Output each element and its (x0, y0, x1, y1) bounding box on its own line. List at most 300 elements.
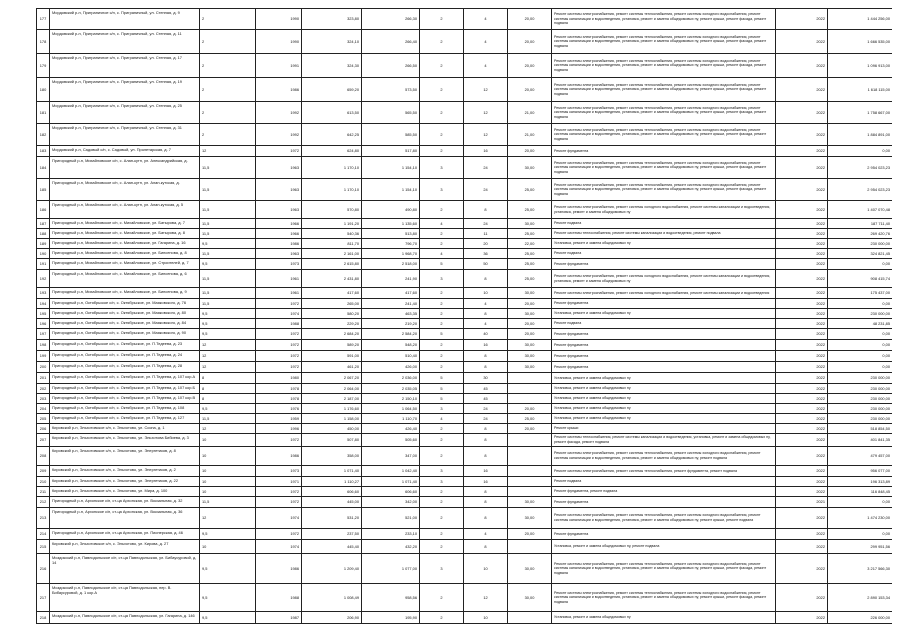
address-cell: Мордовский р-н, Приграничное с/п, с. Приграничный, ул. Степная, д. 25 (50, 102, 200, 124)
cost-cell: 1 444 256,00 (828, 9, 893, 30)
table-row (37, 299, 893, 309)
address-cell: Мордовский р-н, Приграничное с/п, с. Приграничный, ул. Степная, д. 19 (50, 78, 200, 102)
group-cell: 10 (200, 466, 256, 477)
residents-cell: 20,00 (508, 299, 552, 309)
cost-cell: 1 407 070,48 (828, 201, 893, 219)
residents-cell (508, 466, 552, 477)
floors-cell: 2 (420, 54, 464, 78)
plan-year-cell: 2022 (776, 179, 828, 201)
address-cell: Кировский р-н, Эльхотовское с/п, с. Эльхотово, ул. Энергетиков, д. 2 (50, 466, 200, 477)
total-area-cell: 1 110,27 (302, 477, 362, 487)
cost-cell: 48 231,85 (828, 319, 893, 329)
living-area-cell: 241,90 (362, 270, 420, 288)
cost-cell: 0,00 (828, 146, 893, 157)
repair-works-cell: Ремонт фундамента (552, 146, 776, 157)
plan-year-cell: 2022 (776, 124, 828, 146)
floors-cell: 5 (420, 259, 464, 270)
plan-year-cell: 2022 (776, 612, 828, 624)
living-area-cell: 1 110,70 (362, 414, 420, 424)
living-area-cell: 1 071,40 (362, 477, 420, 487)
table-row (37, 157, 893, 179)
row-number: 211 (37, 487, 50, 497)
apartments-cell: 8 (464, 351, 508, 362)
group-cell: 2 (200, 124, 256, 146)
total-area-cell: 1 170,10 (302, 179, 362, 201)
address-cell: Моздокский р-н, Павлодольское с/п, ст-ца Павлодольская, ул. Гагарина, д. 146 (50, 612, 200, 624)
cost-cell: 0,00 (828, 340, 893, 351)
cost-cell: 518 854,50 (828, 424, 893, 434)
repair-works-cell: Ремонт системы электроснабжения, ремонт системы теплоснабжения, ремонт системы холодного водоснабжения, ремонт системы канализации и водоотведения, установка, ремонт и замена общедомовых пу, ремонт крыши, ремонт фасада, ремонт подвала (552, 554, 776, 584)
cost-cell: 299 951,56 (828, 540, 893, 554)
year-built-cell: 1972 (256, 329, 302, 340)
group-cell: 11,5 (200, 414, 256, 424)
table-row (37, 508, 893, 529)
floors-cell: 4 (420, 219, 464, 229)
table-row (37, 404, 893, 414)
plan-year-cell: 2022 (776, 384, 828, 394)
year-built-cell: 1973 (256, 259, 302, 270)
living-area-cell: 1 042,40 (362, 466, 420, 477)
total-area-cell: 613,50 (302, 102, 362, 124)
row-number: 200 (37, 362, 50, 373)
address-cell: Пригородный р-н, Михайловское с/п, с. Михайловское, ул. Гагарина, д. 16 (50, 239, 200, 249)
plan-year-cell: 2022 (776, 508, 828, 529)
row-number: 185 (37, 179, 50, 201)
address-cell: Пригородный р-н, Михайловское с/п, с. Михайловское, ул. Батырова, д. 7 (50, 219, 200, 229)
table-row (37, 146, 893, 157)
floors-cell: 2 (420, 102, 464, 124)
residents-cell: 20,00 (508, 30, 552, 54)
apartments-cell: 12 (464, 78, 508, 102)
floors-cell: 2 (420, 201, 464, 219)
cost-cell: 116 848,45 (828, 487, 893, 497)
group-cell: 12 (200, 340, 256, 351)
group-cell: 8 (200, 384, 256, 394)
total-area-cell: 589,20 (302, 340, 362, 351)
living-area-cell: 342,00 (362, 497, 420, 508)
apartments-cell: 16 (464, 477, 508, 487)
residents-cell (508, 612, 552, 624)
year-built-cell: 1973 (256, 466, 302, 477)
group-cell: 12 (200, 508, 256, 529)
residents-cell: 20,00 (508, 146, 552, 157)
residents-cell: 30,00 (508, 288, 552, 299)
living-area-cell: 510,40 (362, 351, 420, 362)
row-number: 195 (37, 309, 50, 319)
living-area-cell: 266,50 (362, 54, 420, 78)
plan-year-cell: 2022 (776, 554, 828, 584)
row-number: 218 (37, 612, 50, 624)
residents-cell: 20,00 (508, 424, 552, 434)
repair-works-cell: Ремонт фундамента (552, 529, 776, 540)
repair-works-cell: Установка, ремонт и замена общедомовых пу (552, 404, 776, 414)
row-number: 203 (37, 394, 50, 404)
cost-cell: 956 077,00 (828, 466, 893, 477)
address-cell: Пригородный р-н, Октябрьское с/п, с. Октябрьское, ул. П.Тедеева, д. 107 кор.А (50, 373, 200, 384)
plan-year-cell: 2022 (776, 529, 828, 540)
table-row (37, 229, 893, 239)
residents-cell: 20,00 (508, 529, 552, 540)
apartments-cell: 36 (464, 249, 508, 259)
repair-works-cell: Установка, ремонт и замена общедомовых пу (552, 239, 776, 249)
residents-cell: 30,00 (508, 219, 552, 229)
floors-cell: 3 (420, 404, 464, 414)
group-cell: 10 (200, 487, 256, 497)
total-area-cell: 1 209,40 (302, 554, 362, 584)
table-row (37, 447, 893, 466)
floors-cell: 2 (420, 424, 464, 434)
floors-cell: 2 (420, 540, 464, 554)
row-number: 192 (37, 270, 50, 288)
living-area-cell: 565,50 (362, 102, 420, 124)
living-area-cell: 195,90 (362, 612, 420, 624)
living-area-cell: 266,30 (362, 9, 420, 30)
cost-cell: 0,00 (828, 329, 893, 340)
plan-year-cell: 2022 (776, 584, 828, 612)
plan-year-cell: 2022 (776, 54, 828, 78)
living-area-cell: 2 584,20 (362, 329, 420, 340)
plan-year-cell: 2022 (776, 201, 828, 219)
cost-cell: 479 457,00 (828, 447, 893, 466)
repair-works-cell: Ремонт системы электроснабжения, ремонт системы теплоснабжения, ремонт системы холодного водоснабжения, ремонт системы канализации и водоотведения, установка, ремонт и замена общедомовых пу, ремонт крыши, ремонт фасада, ремонт подвала (552, 124, 776, 146)
cost-cell: 0,00 (828, 259, 893, 270)
residents-cell (508, 373, 552, 384)
floors-cell: 3 (420, 477, 464, 487)
repair-works-cell: Ремонт системы электроснабжения, ремонт системы теплоснабжения, ремонт системы холодного водоснабжения, ремонт системы канализации и водоотведения, установка, ремонт и замена общедомовых пу, ремонт крыши, ремонт фасада, ремонт подвала (552, 9, 776, 30)
residents-cell: 30,00 (508, 351, 552, 362)
group-cell: 8 (200, 394, 256, 404)
apartments-cell: 24 (464, 404, 508, 414)
apartments-cell: 45 (464, 384, 508, 394)
residents-cell (508, 487, 552, 497)
row-number: 191 (37, 259, 50, 270)
row-number: 217 (37, 584, 50, 612)
plan-year-cell: 2022 (776, 259, 828, 270)
apartments-cell: 30 (464, 373, 508, 384)
total-area-cell: 642,25 (302, 124, 362, 146)
cost-cell: 230 000,00 (828, 309, 893, 319)
year-built-cell: 1986 (256, 239, 302, 249)
group-cell: 9,5 (200, 329, 256, 340)
repair-works-cell: Ремонт системы электроснабжения, ремонт системы холодного водоснабжения, ремонт системы канализации и водоотведения, установка, ремонт и замена общедомовых пу (552, 270, 776, 288)
apartments-cell: 4 (464, 30, 508, 54)
cost-cell: 401 841,35 (828, 434, 893, 447)
living-area-cell: 505,60 (362, 434, 420, 447)
floors-cell: 2 (420, 434, 464, 447)
group-cell: 11,5 (200, 179, 256, 201)
table-row (37, 414, 893, 424)
floors-cell: 2 (420, 229, 464, 239)
apartments-cell: 16 (464, 466, 508, 477)
address-cell: Пригородный р-н, Октябрьское с/п, с. Октябрьское, ул. П.Тедеева, д. 107 кор.В (50, 394, 200, 404)
repair-works-cell: Ремонт системы электроснабжения, ремонт системы теплоснабжения, ремонт системы холодного водоснабжения, ремонт системы канализации и водоотведения, установка, ремонт и замена общедомовых пу, ремонт подвала (552, 447, 776, 466)
living-area-cell: 1 968,70 (362, 249, 420, 259)
year-built-cell: 1992 (256, 124, 302, 146)
living-area-cell: 585,50 (362, 124, 420, 146)
plan-year-cell: 2022 (776, 394, 828, 404)
residents-cell: 20,00 (508, 9, 552, 30)
repair-works-cell: Ремонт системы электроснабжения, ремонт системы теплоснабжения, ремонт системы холодного водоснабжения, ремонт системы канализации и водоотведения, установка, ремонт и замена общедомовых пу, ремонт крыши, ремонт фасада, ремонт подвала (552, 157, 776, 179)
year-built-cell: 1972 (256, 497, 302, 508)
residents-cell (508, 477, 552, 487)
address-cell: Мордовский р-н, Приграничное с/п, с. Приграничный, ул. Степная, д. 9 (50, 9, 200, 30)
address-cell: Пригородный р-н, Октябрьское с/п, с. Октябрьское, ул. П.Тедеева, д. 23 (50, 340, 200, 351)
apartments-cell: 8 (464, 540, 508, 554)
group-cell: 9,5 (200, 309, 256, 319)
group-cell: 10 (200, 477, 256, 487)
repair-works-cell: Ремонт фундамента (552, 329, 776, 340)
apartments-cell: 8 (464, 447, 508, 466)
row-number: 208 (37, 447, 50, 466)
group-cell: 9,5 (200, 554, 256, 584)
address-cell: Моздокский р-н, Павлодольское с/п, ст-ца Павлодольская, пер. В. Бибаусуровой, д. 1 кор.А (50, 584, 200, 612)
apartments-cell: 16 (464, 146, 508, 157)
plan-year-cell: 2022 (776, 78, 828, 102)
address-cell: Мордовский р-н, Приграничное с/п, с. Приграничный, ул. Степная, д. 11 (50, 30, 200, 54)
living-area-cell: 1 064,50 (362, 404, 420, 414)
group-cell: 11,5 (200, 219, 256, 229)
floors-cell: 2 (420, 78, 464, 102)
row-number: 213 (37, 508, 50, 529)
year-built-cell: 1978 (256, 384, 302, 394)
address-cell: Кировский р-н, Эльхотовское с/п, с. Эльхотово, ул. Эльхотова Бибиева, д. 3 (50, 434, 200, 447)
plan-year-cell: 2022 (776, 319, 828, 329)
plan-year-cell: 2022 (776, 540, 828, 554)
total-area-cell: 2 064,00 (302, 384, 362, 394)
year-built-cell: 1974 (256, 309, 302, 319)
table-row (37, 612, 893, 624)
total-area-cell: 624,80 (302, 146, 362, 157)
plan-year-cell: 2022 (776, 447, 828, 466)
cost-cell: 324 821,45 (828, 249, 893, 259)
living-area-cell: 417,60 (362, 288, 420, 299)
total-area-cell: 206,90 (302, 612, 362, 624)
group-cell: 8 (200, 373, 256, 384)
row-number: 184 (37, 157, 50, 179)
apartments-cell: 45 (464, 394, 508, 404)
floors-cell: 3 (420, 554, 464, 584)
plan-year-cell: 2022 (776, 309, 828, 319)
plan-year-cell: 2021 (776, 497, 828, 508)
residents-cell: 20,00 (508, 54, 552, 78)
plan-year-cell: 2022 (776, 229, 828, 239)
address-cell: Кировский р-н, Эльхотовское с/п, с. Эльхотово, ул. Энергетиков, д. 22 (50, 477, 200, 487)
apartments-cell: 4 (464, 529, 508, 540)
table-row (37, 319, 893, 329)
group-cell: 12 (200, 362, 256, 373)
plan-year-cell: 2022 (776, 329, 828, 340)
row-number: 190 (37, 249, 50, 259)
residents-cell: 30,00 (508, 309, 552, 319)
floors-cell: 2 (420, 299, 464, 309)
address-cell: Пригородный р-н, Октябрьское с/п, с. Октябрьское, ул. П.Тедеева, д. 24 (50, 351, 200, 362)
total-area-cell: 811,70 (302, 239, 362, 249)
table-row (37, 259, 893, 270)
repair-works-cell: Установка, ремонт и замена общедомовых пу (552, 384, 776, 394)
year-built-cell: 1959 (256, 414, 302, 424)
cost-cell: 0,00 (828, 497, 893, 508)
total-area-cell: 323,80 (302, 9, 362, 30)
address-cell: Пригородный р-н, Михайловское с/п, с. Михайловское, ул. Бинсенова, д. 9 (50, 288, 200, 299)
cost-cell: 187 711,40 (828, 219, 893, 229)
group-cell: 11,5 (200, 249, 256, 259)
repair-works-cell: Ремонт подвала (552, 319, 776, 329)
plan-year-cell: 2022 (776, 288, 828, 299)
group-cell: 12 (200, 424, 256, 434)
group-cell: 2 (200, 30, 256, 54)
year-built-cell: 1963 (256, 179, 302, 201)
group-cell: 11,5 (200, 497, 256, 508)
repair-works-cell: Установка, ремонт и замена общедомовых пу (552, 414, 776, 424)
year-built-cell: 1974 (256, 508, 302, 529)
repair-works-cell: Ремонт системы электроснабжения, ремонт системы холодного водоснабжения, ремонт системы канализации и водоотведения, установка, ремонт и замена общедомовых пу (552, 201, 776, 219)
total-area-cell: 265,00 (302, 299, 362, 309)
year-built-cell: 1961 (256, 288, 302, 299)
floors-cell: 2 (420, 288, 464, 299)
residents-cell (508, 434, 552, 447)
apartments-cell: 12 (464, 584, 508, 612)
group-cell: 11,5 (200, 157, 256, 179)
living-area-cell: 233,10 (362, 529, 420, 540)
residents-cell: 30,00 (508, 508, 552, 529)
table-row (37, 179, 893, 201)
group-cell: 11,5 (200, 201, 256, 219)
group-cell: 2 (200, 78, 256, 102)
cost-cell: 2 954 023,23 (828, 179, 893, 201)
address-cell: Кировский р-н, Эльхотовское с/п, с. Эльхотово, ул. Сосна, д. 1 (50, 424, 200, 434)
repair-works-cell: Установка, ремонт и замена общедомовых пу, ремонт подвала (552, 540, 776, 554)
living-area-cell: 1 154,10 (362, 179, 420, 201)
apartments-cell: 24 (464, 219, 508, 229)
apartments-cell: 4 (464, 54, 508, 78)
floors-cell: 4 (420, 249, 464, 259)
row-number: 180 (37, 78, 50, 102)
floors-cell: 2 (420, 351, 464, 362)
plan-year-cell: 2022 (776, 351, 828, 362)
total-area-cell: 450,00 (302, 424, 362, 434)
table-row (37, 529, 893, 540)
row-number: 198 (37, 340, 50, 351)
repair-works-cell: Установка, ремонт и замена общедомовых пу (552, 612, 776, 624)
group-cell: 9,5 (200, 529, 256, 540)
table-row (37, 124, 893, 146)
year-built-cell: 1972 (256, 434, 302, 447)
table-row (37, 239, 893, 249)
row-number: 181 (37, 102, 50, 124)
repair-works-cell: Ремонт системы теплоснабжения, ремонт системы канализации и водоотведения, ремонт подвала (552, 229, 776, 239)
total-area-cell: 2 187,00 (302, 394, 362, 404)
total-area-cell: 445,00 (302, 497, 362, 508)
total-area-cell: 237,50 (302, 529, 362, 540)
apartments-cell: 24 (464, 157, 508, 179)
total-area-cell: 659,20 (302, 78, 362, 102)
cost-cell: 1 474 230,00 (828, 508, 893, 529)
apartments-cell: 40 (464, 329, 508, 340)
row-number: 197 (37, 329, 50, 340)
repair-works-cell: Ремонт системы электроснабжения, ремонт системы теплоснабжения, ремонт системы холодного водоснабжения, ремонт системы канализации и водоотведения, установка, ремонт и замена общедомовых пу, ремонт крыши, ремонт фасада, ремонт подвала (552, 179, 776, 201)
group-cell: 12 (200, 351, 256, 362)
repair-works-cell: Ремонт подвала (552, 219, 776, 229)
plan-year-cell: 2022 (776, 219, 828, 229)
floors-cell: 3 (420, 466, 464, 477)
repair-works-cell: Установка, ремонт и замена общедомовых пу (552, 373, 776, 384)
living-area-cell: 426,00 (362, 362, 420, 373)
residents-cell: 21,00 (508, 124, 552, 146)
floors-cell: 2 (420, 9, 464, 30)
address-cell: Пригородный р-н, Михайловское с/п, с. Алан-кутн, ул. Алан-кутская, д. 5 (50, 201, 200, 219)
cost-cell: 230 000,00 (828, 373, 893, 384)
group-cell: 2 (200, 54, 256, 78)
address-cell: Пригородный р-н, Михайловское с/п, с. Михайловское, ул. Бинсенова, д. 8 (50, 249, 200, 259)
plan-year-cell: 2022 (776, 157, 828, 179)
apartments-cell: 10 (464, 554, 508, 584)
apartments-cell: 8 (464, 497, 508, 508)
address-cell: Кировский р-н, Эльхотовское с/п, с. Эльхотово, ул. Мира, д. 100 (50, 487, 200, 497)
apartments-cell: 4 (464, 299, 508, 309)
plan-year-cell: 2022 (776, 373, 828, 384)
year-built-cell: 1972 (256, 487, 302, 497)
residents-cell: 25,00 (508, 249, 552, 259)
total-area-cell: 507,80 (302, 434, 362, 447)
year-built-cell: 1986 (256, 78, 302, 102)
apartments-cell: 8 (464, 508, 508, 529)
row-number: 209 (37, 466, 50, 477)
living-area-cell: 347,00 (362, 447, 420, 466)
cost-cell: 1 666 535,00 (828, 30, 893, 54)
apartments-cell: 8 (464, 424, 508, 434)
plan-year-cell: 2022 (776, 434, 828, 447)
plan-year-cell: 2022 (776, 477, 828, 487)
floors-cell: 3 (420, 179, 464, 201)
address-cell: Пригородный р-н, Октябрьское с/п, с. Октябрьское, ул. Маяковского, д. 80 (50, 309, 200, 319)
living-area-cell: 2 036,00 (362, 373, 420, 384)
table-row (37, 384, 893, 394)
cost-cell: 2 890 153,34 (828, 584, 893, 612)
plan-year-cell: 2022 (776, 146, 828, 157)
floors-cell: 2 (420, 584, 464, 612)
row-number: 202 (37, 384, 50, 394)
total-area-cell: 2 684,20 (302, 329, 362, 340)
group-cell: 2 (200, 102, 256, 124)
repair-works-cell: Ремонт системы теплоснабжения, ремонт системы канализации и водоотведения, установка, ремонт и замена общедомовых пу, ремонт фасада, ремонт подвала (552, 434, 776, 447)
residents-cell: 21,00 (508, 102, 552, 124)
row-number: 210 (37, 477, 50, 487)
year-built-cell: 1990 (256, 9, 302, 30)
cost-cell: 226 000,00 (828, 612, 893, 624)
table-row (37, 219, 893, 229)
repair-works-cell: Ремонт системы электроснабжения, ремонт системы теплоснабжения, ремонт системы холодного водоснабжения, ремонт системы канализации и водоотведения, установка, ремонт и замена общедомовых пу, ремонт крыши, ремонт фасада, ремонт подвала (552, 54, 776, 78)
year-built-cell: 1978 (256, 394, 302, 404)
living-area-cell: 1 154,10 (362, 157, 420, 179)
repair-works-cell: Ремонт фундамента (552, 299, 776, 309)
repair-works-cell: Ремонт системы электроснабжения, ремонт системы теплоснабжения, ремонт системы холодного водоснабжения, ремонт системы канализации и водоотведения, установка, ремонт и замена общедомовых пу, ремонт крыши, ремонт фасада, ремонт подвала (552, 102, 776, 124)
address-cell: Пригородный р-н, Михайловское с/п, с. Алан-кутн, ул. Александрийская, д. (50, 157, 200, 179)
repair-works-cell: Ремонт системы электроснабжения, ремонт системы холодного водоснабжения, ремонт системы канализации и водоотведения (552, 288, 776, 299)
residents-cell: 30,00 (508, 497, 552, 508)
floors-cell: 2 (420, 124, 464, 146)
table-row (37, 584, 893, 612)
repair-works-cell: Ремонт фундамента (552, 362, 776, 373)
address-cell: Пригородный р-н, Октябрьское с/п, с. Октябрьское, ул. П.Тедеева, д. 108 (50, 404, 200, 414)
residents-cell: 30,00 (508, 554, 552, 584)
table-row (37, 394, 893, 404)
cost-cell: 230 000,00 (828, 414, 893, 424)
total-area-cell: 358,00 (302, 447, 362, 466)
row-number: 212 (37, 497, 50, 508)
year-built-cell: 1980 (256, 373, 302, 384)
apartments-cell: 10 (464, 612, 508, 624)
residents-cell: 30,00 (508, 584, 552, 612)
